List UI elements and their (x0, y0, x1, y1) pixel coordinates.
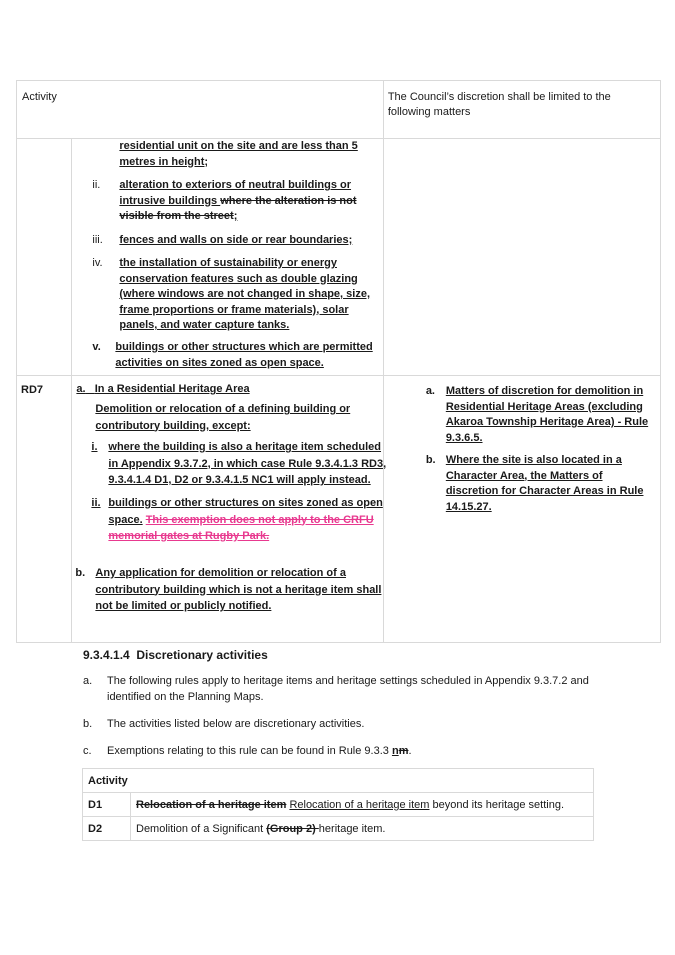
rule-id: D1 (83, 793, 131, 817)
list-item: v. buildings or other structures which are permitted activities on sites zoned as open space. (92, 341, 373, 369)
header-activity: Activity (17, 81, 384, 139)
rd7-body (72, 376, 387, 643)
table-row-continued (17, 139, 661, 376)
matters-item: a. Matters of discretion for demolition in Residential Heritage Areas (excluding Akaroa Township Heritage Area) - Rule 9.3.6.5. (425, 385, 649, 444)
paragraph-b: b. The activities listed below are discretionary activities. (83, 718, 365, 730)
deleted-text: where the alteration is not visible from the street (119, 194, 357, 222)
list-item: ii. buildings or other structures on sites zoned as open space. This exemption does not apply to the CRFU memorial gates at Rugby Park. (91, 497, 383, 542)
section-heading: 9.3.4.1.4 Discretionary activities (83, 648, 268, 662)
rule-text: Relocation of a heritage item Relocation of a heritage item beyond its heritage setting. (131, 793, 594, 817)
rule-id: D2 (83, 817, 131, 841)
table-row (83, 817, 594, 841)
discretionary-table (82, 768, 594, 841)
list-item: i. where the building is also a heritage item scheduled in Appendix 9.3.7.2, in which case Rule 9.3.4.1.3 RD3, 9.3.4.1.4 D1, D2 or 9.3.4.1.5 NC1 will apply instead. (91, 441, 387, 486)
deleted-text-pink: This exemption does not apply to the CRFU memorial gates at Rugby Park. (108, 513, 374, 542)
table-header-row (83, 769, 594, 793)
inserted-text: Relocation of a heritage item (289, 798, 430, 811)
rule-id: RD7 (17, 376, 72, 643)
paragraph-c: c. Exemptions relating to this rule can be found in Rule 9.3.3 nm. (83, 745, 412, 757)
rd7-clause-b: b. Any application for demolition or relocation of a contributory building which is not a heritage item shall not be limited or publicly notified. (75, 567, 382, 612)
deleted-text: (Group 2) (266, 822, 319, 835)
paragraph-a: a. The following rules apply to heritage items and heritage settings scheduled in Appendix 9.3.7.2 and identified on the Planning Maps. (83, 675, 589, 703)
header-council-discretion: The Council’s discretion shall be limited to the following matters (383, 81, 660, 139)
list-item: iv. the installation of sustainability or energy conservation features such as double glazing (where windows are not changed in shape, size, frame proportions or frame materials), solar panels, and water capture tanks. (92, 257, 371, 331)
rule-text: Demolition of a Significant (Group 2) heritage item. (131, 817, 594, 841)
matters-item: b. Where the site is also located in a Character Area, the Matters of discretion for Character Areas in Rule 14.15.27. (425, 454, 644, 513)
rd7-clause-a: a. In a Residential Heritage Area (76, 383, 250, 395)
list-item: iii. fences and walls on side or rear boundaries; (92, 234, 353, 246)
deleted-text: Relocation of a heritage item (136, 798, 287, 811)
header-activity: Activity (83, 769, 594, 793)
table-header-row (17, 81, 661, 139)
inserted-text: n (391, 745, 399, 757)
table-row-rd7 (17, 376, 661, 643)
deleted-text: m (398, 745, 409, 757)
continued-body (72, 139, 383, 376)
activity-table (16, 80, 661, 643)
list-item: residential unit on the site and are less than 5 metres in height; (119, 140, 358, 168)
table-row (83, 793, 594, 817)
rd7-clause-a-text: Demolition or relocation of a defining building or contributory building, except: (95, 403, 351, 432)
list-item: ii. alteration to exteriors of neutral buildings or intrusive buildings where the alteration is not visible from the street; (92, 179, 357, 222)
rd7-matters (383, 376, 660, 643)
